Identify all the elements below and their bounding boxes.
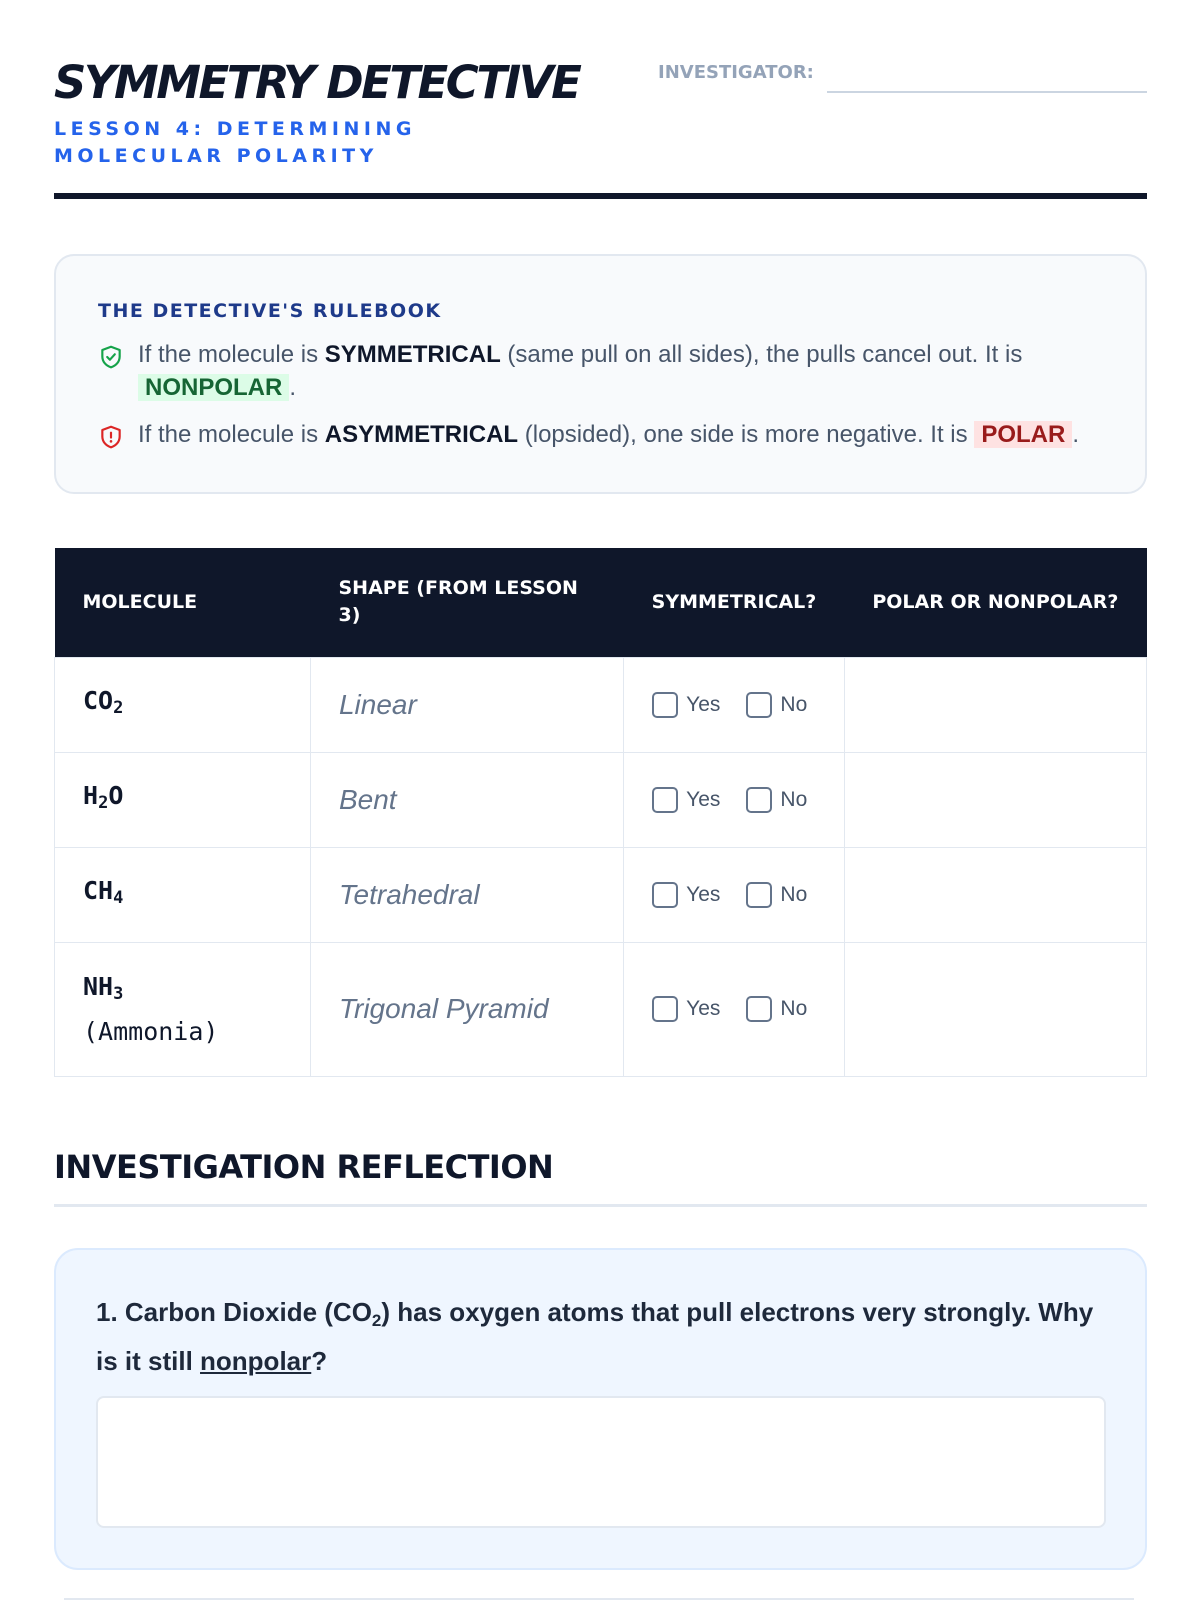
rule-asymmetrical	[98, 418, 1108, 451]
shape-cell: Bent	[310, 752, 623, 847]
formula-subscript: 3	[113, 983, 124, 1004]
rule-text-post: .	[1072, 421, 1079, 448]
molecule-common-name: (Ammonia)	[83, 1016, 219, 1046]
no-label: No	[780, 692, 808, 716]
no-checkbox[interactable]	[746, 787, 772, 813]
yes-checkbox[interactable]	[652, 882, 678, 908]
molecule-cell	[55, 942, 311, 1076]
rule-keyword: ASYMMETRICAL	[324, 421, 519, 448]
yes-option[interactable]	[652, 882, 720, 908]
shield-alert-icon	[98, 424, 124, 450]
yes-option[interactable]	[652, 787, 720, 813]
worksheet-page	[54, 0, 1147, 1376]
formula-subscript: 4	[113, 888, 124, 908]
rulebook-card	[54, 254, 1147, 494]
question-text-part: ) has oxygen atoms that pull electrons very strongly. Why is it still	[96, 1297, 1094, 1376]
yes-label: Yes	[686, 692, 721, 716]
symmetry-choice-cell	[624, 657, 845, 752]
yes-label: Yes	[686, 787, 721, 811]
formula-subscript: 2	[113, 698, 124, 718]
no-label: No	[780, 997, 808, 1020]
no-label: No	[780, 787, 808, 811]
yes-checkbox[interactable]	[652, 996, 678, 1022]
symmetry-choices	[652, 787, 844, 813]
no-checkbox[interactable]	[746, 996, 772, 1022]
shape-cell: Tetrahedral	[310, 847, 623, 942]
question-text-part: 1. Carbon Dioxide (CO	[96, 1297, 372, 1327]
table-row	[55, 847, 1147, 942]
no-checkbox[interactable]	[746, 882, 772, 908]
yes-label: Yes	[686, 997, 721, 1020]
table-header-row	[55, 548, 1147, 657]
answer-textarea[interactable]	[96, 1396, 1106, 1528]
rule-text-pre: If the molecule is	[138, 341, 325, 368]
column-header-molecule: MOLECULE	[55, 548, 311, 657]
formula-main: H	[83, 781, 99, 810]
yes-option[interactable]	[652, 996, 720, 1022]
rule-text-pre: If the molecule is	[138, 421, 325, 448]
no-checkbox[interactable]	[746, 692, 772, 718]
worksheet-header	[54, 0, 1147, 200]
question-text	[96, 1292, 1106, 1381]
formula-subscript: 2	[98, 793, 109, 813]
rule-text	[98, 418, 1108, 451]
reflection-divider	[54, 1204, 1147, 1207]
lesson-subtitle: LESSON 4: DETERMINING MOLECULAR POLARITY	[54, 118, 416, 167]
yes-option[interactable]	[652, 692, 720, 718]
symmetry-choice-cell	[624, 752, 845, 847]
question-card	[54, 1248, 1147, 1570]
investigator-label: INVESTIGATOR:	[658, 62, 814, 83]
header-divider	[54, 193, 1147, 199]
question-text-part: ?	[311, 1346, 328, 1376]
no-option[interactable]	[746, 692, 807, 718]
polarity-answer-cell[interactable]	[844, 942, 1146, 1076]
formula-main: CH	[83, 876, 114, 905]
no-option[interactable]	[746, 882, 807, 908]
polarity-answer-cell[interactable]	[844, 752, 1146, 847]
symmetry-choices	[652, 882, 844, 908]
formula-main: CO	[83, 686, 114, 715]
column-header-symmetrical: SYMMETRICAL?	[624, 548, 845, 657]
symmetry-choice-cell	[624, 847, 845, 942]
shape-cell: Trigonal Pyramid	[310, 942, 623, 1076]
rule-text-post: .	[289, 374, 297, 401]
column-header-polarity: POLAR OR NONPOLAR?	[844, 548, 1146, 657]
no-option[interactable]	[746, 787, 807, 813]
polar-tag: POLAR	[974, 421, 1072, 448]
table-row	[55, 942, 1147, 1076]
question-emphasis: nonpolar	[200, 1346, 312, 1376]
molecule-cell	[55, 752, 311, 847]
formula-tail: O	[108, 781, 124, 810]
polarity-answer-cell[interactable]	[844, 657, 1146, 752]
molecule-cell	[55, 657, 311, 752]
rulebook-title: THE DETECTIVE'S RULEBOOK	[98, 300, 442, 322]
rule-symmetrical	[98, 338, 1108, 404]
rule-text-mid: (same pull on all sides), the pulls cancel out. It is	[500, 341, 1023, 368]
no-option[interactable]	[746, 996, 807, 1022]
symmetry-choices	[652, 996, 844, 1022]
yes-checkbox[interactable]	[652, 692, 678, 718]
molecule-cell	[55, 847, 311, 942]
rule-keyword: SYMMETRICAL	[324, 341, 501, 368]
rule-text-mid: (lopsided), one side is more negative. It is	[518, 421, 975, 448]
polarity-answer-cell[interactable]	[844, 847, 1146, 942]
nonpolar-tag: NONPOLAR	[138, 374, 289, 401]
yes-checkbox[interactable]	[652, 787, 678, 813]
symmetry-choice-cell	[624, 942, 845, 1076]
table-row	[55, 752, 1147, 847]
shape-cell: Linear	[310, 657, 623, 752]
no-label: No	[780, 882, 808, 906]
investigator-name-field[interactable]	[827, 91, 1147, 93]
shield-check-icon	[98, 344, 124, 370]
symmetry-choices	[652, 692, 844, 718]
formula-main: NH	[83, 971, 114, 1001]
rule-text	[98, 338, 1108, 404]
page-title: SYMMETRY DETECTIVE	[54, 56, 580, 109]
question-subscript: 2	[371, 1311, 382, 1330]
column-header-shape: SHAPE (FROM LESSON 3)	[310, 548, 623, 657]
table-row	[55, 657, 1147, 752]
yes-label: Yes	[686, 882, 721, 906]
reflection-title: INVESTIGATION REFLECTION	[54, 1148, 554, 1186]
molecule-table	[54, 548, 1147, 1077]
